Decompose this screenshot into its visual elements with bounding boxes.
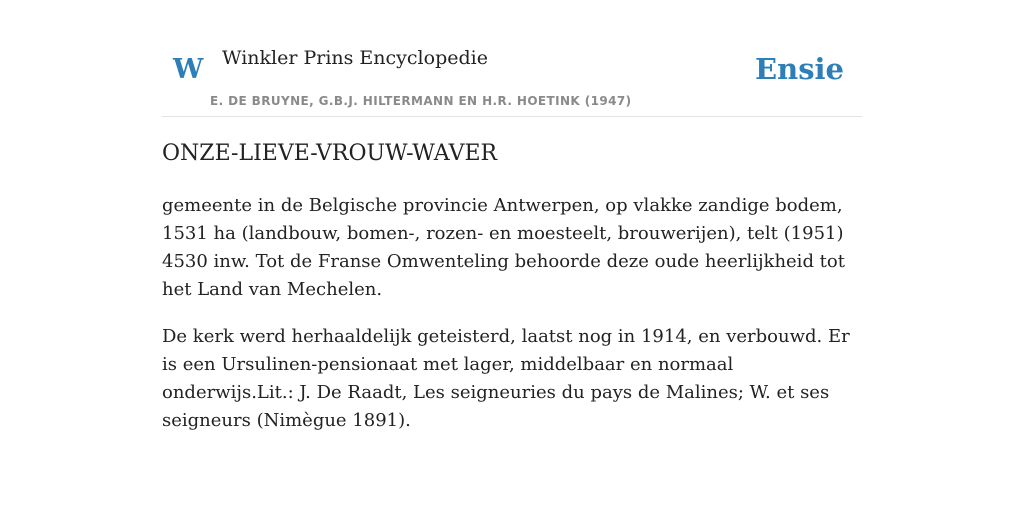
source-title-link[interactable]: Winkler Prins Encyclopedie: [222, 47, 488, 69]
article-paragraph: gemeente in de Belgische provincie Antwerpen, op vlakke zandige bodem, 1531 ha (landbouw, bomen-, rozen- en moesteelt, brouwerijen), telt (1951) 4530 inw. Tot de Franse Omwenteling behoorde deze oude heerlijkheid tot het Land van Mechelen.: [162, 195, 845, 300]
ensie-brand-logo[interactable]: Ensie: [755, 52, 844, 86]
source-header: [162, 0, 862, 117]
article: [162, 134, 862, 435]
article-body: [162, 192, 862, 435]
winkler-prins-logo-icon[interactable]: W: [173, 54, 204, 85]
source-authors: E. DE BRUYNE, G.B.J. HILTERMANN EN H.R. HOETINK (1947): [210, 94, 632, 108]
article-paragraph: De kerk werd herhaaldelijk geteisterd, laatst nog in 1914, en verbouwd. Er is een Ursulinen-pensionaat met lager, middelbaar en normaal onderwijs.Lit.: J. De Raadt, Les seigneuries du pays de Malines; W. et ses seigneurs (Nimègue 1891).: [162, 326, 850, 431]
article-title: ONZE-LIEVE-VROUW-WAVER: [162, 141, 498, 166]
